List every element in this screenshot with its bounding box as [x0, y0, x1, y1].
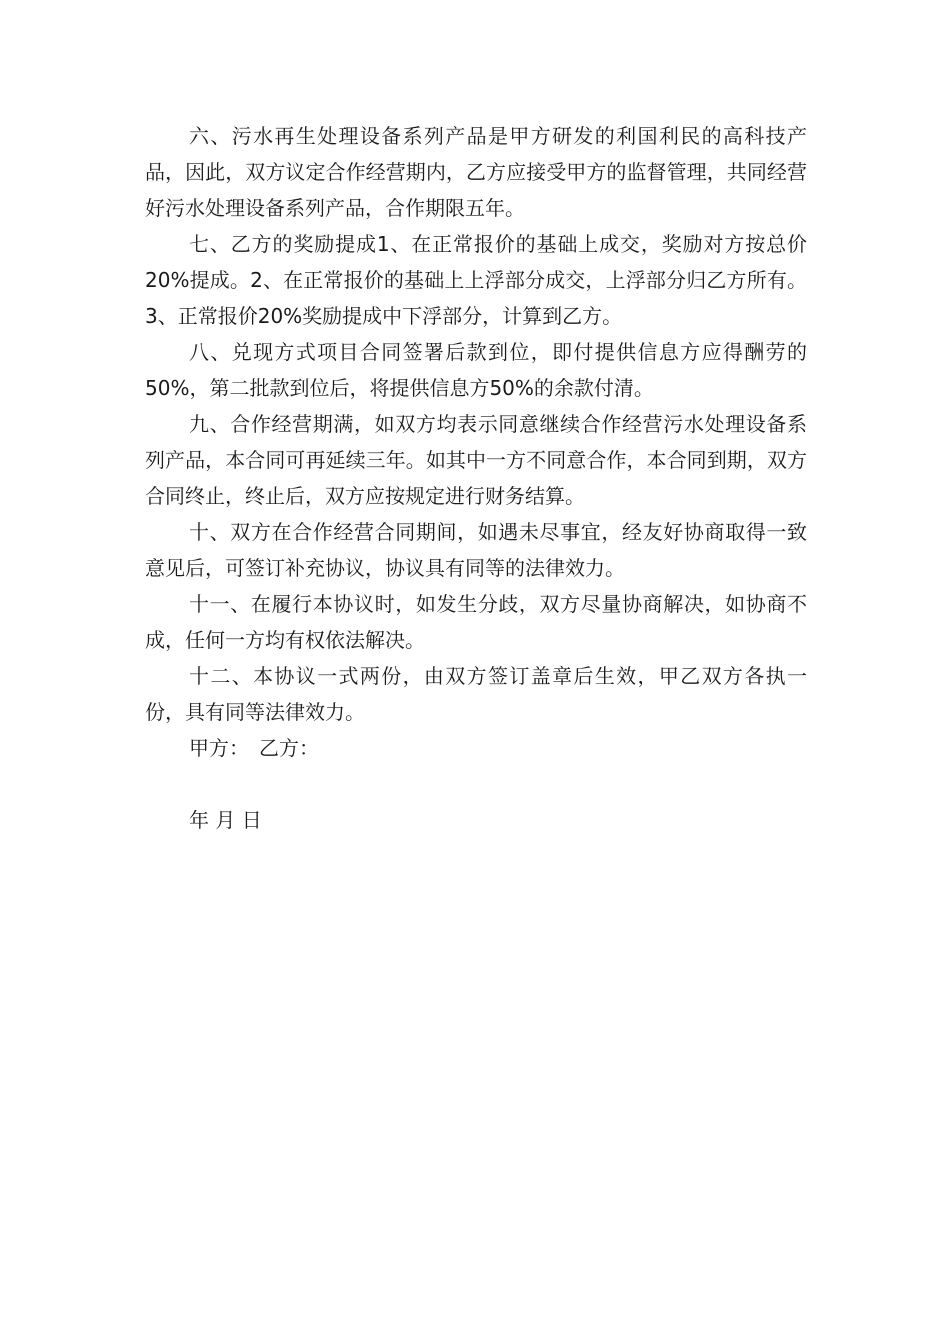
date-line: 年 月 日: [189, 808, 262, 832]
clause-7: 七、乙方的奖励提成1、在正常报价的基础上成交，奖励对方按总价20%提成。2、在正常报价的基础上上浮部分成交，上浮部分归乙方所有。3、正常报价20%奖励提成中下浮部分，计算到乙方。: [145, 232, 807, 328]
blank-spacer: [145, 766, 807, 802]
party-a-label: 甲方：: [189, 736, 249, 760]
party-b-label: 乙方：: [259, 736, 319, 760]
clause-10: 十、双方在合作经营合同期间，如遇未尽事宜，经友好协商取得一致意见后，可签订补充协议，协议具有同等的法律效力。: [145, 520, 807, 580]
document-body: [145, 118, 807, 838]
clause-9: 九、合作经营期满，如双方均表示同意继续合作经营污水处理设备系列产品，本合同可再延续三年。如其中一方不同意合作，本合同到期，双方合同终止，终止后，双方应按规定进行财务结算。: [145, 412, 807, 508]
clause-12: 十二、本协议一式两份，由双方签订盖章后生效，甲乙双方各执一份，具有同等法律效力。: [145, 664, 807, 724]
clause-6: 六、污水再生处理设备系列产品是甲方研发的利国利民的高科技产品，因此，双方议定合作经营期内，乙方应接受甲方的监督管理，共同经营好污水处理设备系列产品，合作期限五年。: [145, 124, 807, 220]
clause-11: 十一、在履行本协议时，如发生分歧，双方尽量协商解决，如协商不成，任何一方均有权依法解决。: [145, 592, 807, 652]
clause-8: 八、兑现方式项目合同签署后款到位，即付提供信息方应得酬劳的50%，第二批款到位后，将提供信息方50%的余款付清。: [145, 340, 807, 400]
signature-line: [145, 730, 807, 766]
